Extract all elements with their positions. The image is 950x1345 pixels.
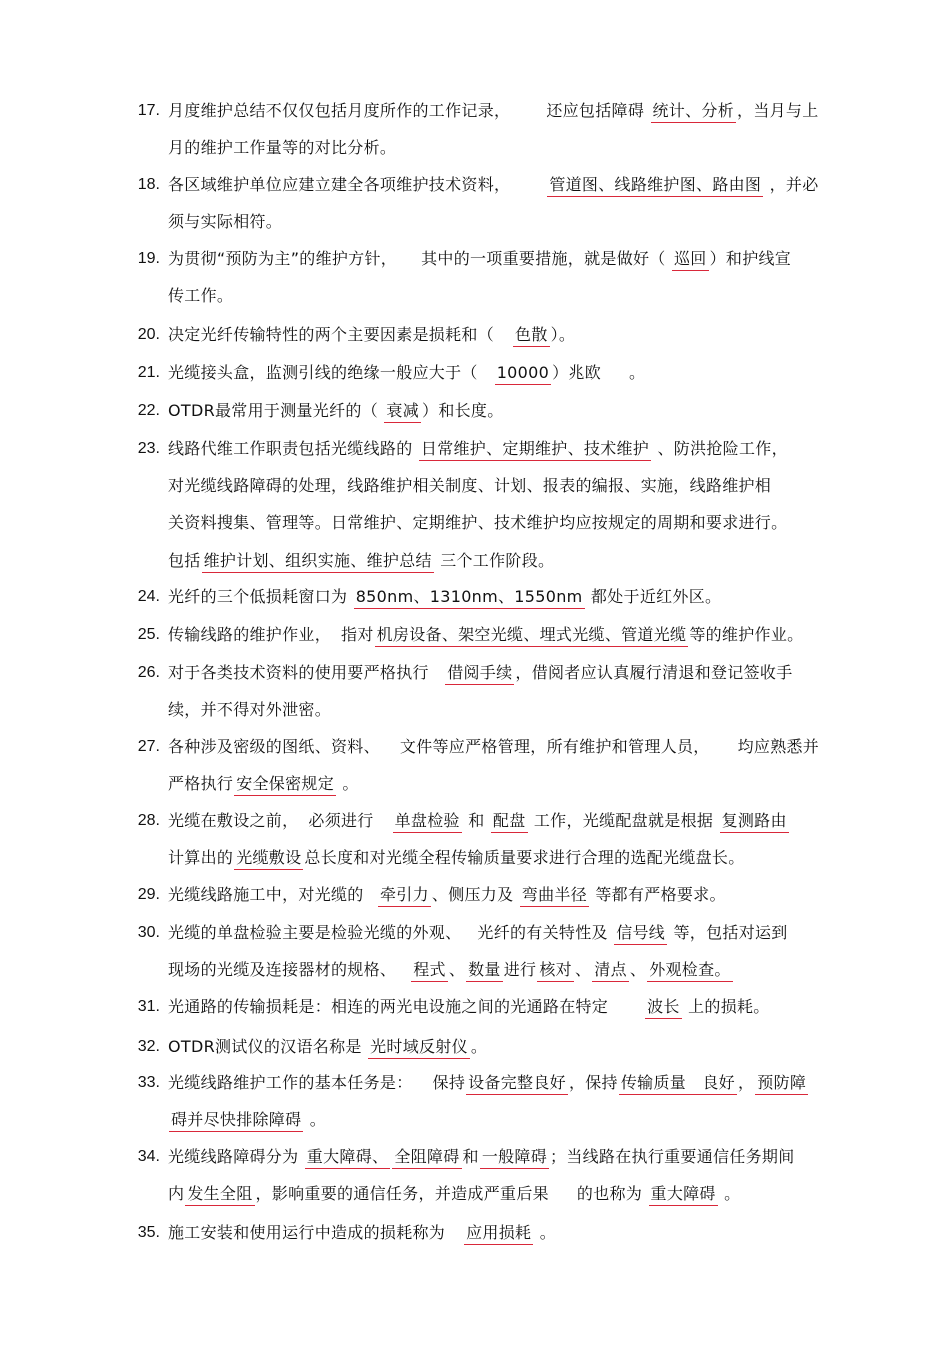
- question-text-line: [168, 240, 791, 277]
- question-text-line: [168, 316, 575, 353]
- question-number: 32.: [137, 1038, 160, 1055]
- question-number: 24.: [137, 588, 160, 605]
- question-text: ）兆欧: [552, 363, 602, 382]
- question-number: 26.: [137, 664, 160, 681]
- question-text: ，并必: [764, 175, 819, 194]
- question-text-line: [168, 92, 819, 129]
- question-text: 和: [462, 811, 490, 830]
- question-number: 22.: [137, 402, 160, 419]
- question-text-line: [168, 691, 331, 728]
- question-text-line: [168, 988, 770, 1025]
- question-number: 34.: [137, 1148, 160, 1165]
- filled-answer: 预防障: [755, 1072, 808, 1095]
- question-text: 。: [337, 774, 359, 794]
- question-text-line: [168, 542, 554, 579]
- filled-answer: 借阅手续: [445, 662, 514, 685]
- question-number: 25.: [137, 626, 160, 643]
- question-text: 光缆线路维护工作的基本任务是：: [168, 1073, 413, 1092]
- question-text: OTDR测试仪的汉语名称是: [168, 1037, 368, 1056]
- filled-answer: 机房设备、架空光缆、埋式光缆、管道光缆: [375, 624, 689, 647]
- question-text-line: [168, 430, 788, 467]
- filled-answer: 弯曲半径: [520, 884, 589, 907]
- question-number: 30.: [137, 924, 160, 941]
- question-text: 等，包括对运到: [668, 923, 788, 942]
- question-text: 。: [304, 1110, 327, 1130]
- question-text-line: [168, 467, 771, 504]
- filled-answer: 单盘检验: [393, 810, 462, 833]
- question-text: 月度维护总结不仅仅包括月度所作的工作记录，: [168, 101, 511, 120]
- filled-answer: 统计、分析: [651, 100, 737, 123]
- question-text: 等的维护作业。: [689, 625, 804, 644]
- question-text-line: [168, 616, 803, 653]
- question-number: 33.: [137, 1074, 160, 1091]
- question-text: 光缆接头盒，监测引线的绝缘一般应大于（: [168, 363, 478, 382]
- question-text: 、: [629, 960, 647, 980]
- filled-answer: 应用损耗: [464, 1222, 533, 1245]
- question-text: 。: [534, 1223, 556, 1242]
- question-text-line: [168, 1028, 487, 1065]
- filled-answer: 安全保密规定: [234, 773, 336, 796]
- question-text: ，当月与上: [737, 101, 819, 120]
- question-text-line: [168, 277, 233, 314]
- question-number: 35.: [137, 1224, 160, 1241]
- question-number: 21.: [137, 364, 160, 381]
- filled-answer: 10000: [495, 362, 551, 385]
- question-text: 传输线路的维护作业，: [168, 625, 332, 644]
- question-text: 上的损耗。: [682, 997, 770, 1016]
- question-text: ）和护线宣: [709, 249, 792, 268]
- question-text: 线路代维工作职责包括光缆线路的: [168, 439, 418, 458]
- filled-answer: 复测路由: [720, 810, 789, 833]
- question-text-line: [168, 203, 282, 240]
- filled-answer: 程式: [411, 959, 448, 982]
- filled-answer: 设备完整良好: [466, 1072, 568, 1095]
- filled-answer: 波长: [645, 996, 682, 1019]
- question-text-line: [168, 1175, 740, 1212]
- question-text: 进行: [503, 960, 537, 980]
- filled-answer: 光时域反射仪: [368, 1036, 470, 1059]
- question-text: 、: [574, 960, 592, 980]
- question-text-line: [168, 1064, 809, 1101]
- filled-answer: 光缆敷设: [234, 847, 303, 870]
- filled-answer: 碍并尽快排除障碍: [169, 1109, 303, 1132]
- question-text-line: [168, 802, 790, 839]
- question-text-line: [168, 1101, 326, 1138]
- question-text-line: [168, 504, 787, 541]
- question-text: 、防洪抢险工作，: [652, 439, 788, 458]
- question-text: ；当线路在执行重要通信任务期间: [550, 1147, 795, 1166]
- question-text-line: [168, 951, 734, 988]
- question-text: 对光缆线路障碍的处理，线路维护相关制度、计划、报表的编报、实施，线路维护相: [168, 476, 772, 496]
- question-text: 对于各类技术资料的使用要严格执行: [168, 663, 435, 682]
- question-text-line: [168, 765, 359, 802]
- filled-answer: 外观检查。: [647, 959, 733, 982]
- question-text-line: [168, 914, 788, 951]
- question-text-line: [168, 578, 721, 615]
- question-text: 、侧压力及: [431, 885, 519, 904]
- question-text: 其中的一项重要措施，就是做好（: [421, 249, 671, 268]
- question-text: 光缆线路施工中，对光缆的: [168, 885, 369, 904]
- question-text: 三个工作阶段。: [434, 550, 555, 570]
- question-text: 续，并不得对外泄密。: [168, 700, 332, 720]
- question-text: 各种涉及密级的图纸、资料、: [168, 737, 380, 756]
- filled-answer: 衰减: [384, 400, 421, 423]
- question-text: ，借阅者应认真履行清退和登记签收手: [515, 663, 793, 682]
- question-number: 28.: [137, 812, 160, 829]
- question-number: 29.: [137, 886, 160, 903]
- filled-answer: 配盘: [491, 810, 528, 833]
- filled-answer: 发生全阻: [185, 1183, 254, 1206]
- question-text: 总长度和对光缆全程传输质量要求进行合理的选配光缆盘长。: [304, 848, 745, 868]
- question-text: 光缆线路障碍分为: [168, 1147, 304, 1166]
- question-text-line: [168, 354, 645, 391]
- question-text: 施工安装和使用运行中造成的损耗称为: [168, 1223, 446, 1242]
- question-text: ，: [737, 1073, 755, 1092]
- question-text: ）和长度。: [422, 401, 504, 420]
- question-number: 18.: [137, 176, 160, 193]
- question-number: 20.: [137, 326, 160, 343]
- question-text: 保持: [432, 1073, 466, 1092]
- question-text: 关资料搜集、管理等。日常维护、定期维护、技术维护均应按规定的周期和要求进行。: [168, 513, 788, 533]
- question-text: 传工作。: [168, 286, 234, 306]
- question-text: 还应包括障碍: [546, 101, 650, 120]
- question-text: 指对: [341, 625, 374, 644]
- question-number: 23.: [137, 440, 160, 457]
- question-text: OTDR最常用于测量光纤的（: [168, 401, 384, 420]
- question-number: 31.: [137, 998, 160, 1015]
- question-text: 光通路的传输损耗是：相连的两光电设施之间的光通路在特定: [168, 997, 609, 1016]
- filled-answer: 信号线: [614, 922, 667, 945]
- filled-answer: 重大障碍: [649, 1183, 718, 1206]
- question-number: 27.: [137, 738, 160, 755]
- question-text: 均应熟悉并: [737, 737, 820, 756]
- filled-answer: 重大障碍、: [305, 1146, 391, 1169]
- question-text: 包括: [168, 550, 201, 570]
- question-text: 、: [448, 960, 466, 980]
- question-text-line: [168, 839, 745, 876]
- question-number: 19.: [137, 250, 160, 267]
- filled-answer: 850nm、1310nm、1550nm: [354, 586, 585, 609]
- question-text-line: [168, 166, 819, 203]
- question-text: 各区域维护单位应建立建全各项维护技术资料，: [168, 175, 511, 194]
- question-text: 内: [168, 1184, 185, 1204]
- question-text: 光纤的有关特性及: [477, 923, 614, 942]
- question-text-line: [168, 1214, 556, 1251]
- question-text: 为贯彻“预防为主”的维护方针，: [168, 249, 398, 268]
- question-text-line: [168, 1138, 795, 1175]
- question-text-line: [168, 129, 396, 166]
- question-text: 现场的光缆及连接器材的规格、: [168, 960, 397, 980]
- question-text: 须与实际相符。: [168, 212, 283, 232]
- question-text: 月的维护工作量等的对比分析。: [168, 138, 397, 158]
- question-text: 和: [462, 1147, 479, 1166]
- question-text: 的也称为: [576, 1184, 648, 1204]
- filled-answer: 清点: [592, 959, 629, 982]
- question-text: ）。: [550, 325, 576, 344]
- filled-answer: 牵引力: [378, 884, 431, 907]
- question-text: ，保持: [568, 1073, 618, 1092]
- question-text: 必须进行: [308, 811, 374, 830]
- question-text: 都处于近红外区。: [585, 587, 722, 606]
- question-text-line: [168, 654, 793, 691]
- filled-answer: 巡回: [672, 248, 709, 271]
- filled-answer: 一般障碍: [480, 1146, 549, 1169]
- question-text-line: [168, 392, 504, 429]
- question-text: 光缆在敷设之前，: [168, 811, 299, 830]
- question-text: 决定光纤传输特性的两个主要因素是损耗和（: [168, 325, 495, 344]
- filled-answer: 传输质量 良好: [619, 1072, 737, 1095]
- question-text: 。: [718, 1184, 741, 1204]
- question-text: 光纤的三个低损耗窗口为: [168, 587, 353, 606]
- question-text: ，影响重要的通信任务，并造成严重后果: [255, 1184, 549, 1204]
- question-text: 严格执行: [168, 774, 234, 794]
- question-text: 。: [470, 1037, 488, 1056]
- question-text: 工作，光缆配盘就是根据: [528, 811, 719, 830]
- filled-answer: 数量: [466, 959, 503, 982]
- question-text: 等都有严格要求。: [590, 885, 726, 904]
- filled-answer: 管道图、线路维护图、路由图: [547, 174, 763, 197]
- filled-answer: 色散: [513, 324, 550, 347]
- filled-answer: 全阻障碍: [392, 1146, 461, 1169]
- question-text: 光缆的单盘检验主要是检验光缆的外观、: [168, 923, 462, 942]
- filled-answer: 维护计划、组织实施、维护总结: [202, 550, 434, 573]
- question-text: 文件等应严格管理，所有维护和管理人员，: [399, 737, 710, 756]
- question-text-line: [168, 876, 726, 913]
- question-text: 计算出的: [168, 848, 234, 868]
- question-text-line: [168, 728, 819, 765]
- filled-answer: 核对: [537, 959, 574, 982]
- question-text: 。: [629, 363, 646, 382]
- question-number: 17.: [137, 102, 160, 119]
- filled-answer: 日常维护、定期维护、技术维护: [419, 438, 651, 461]
